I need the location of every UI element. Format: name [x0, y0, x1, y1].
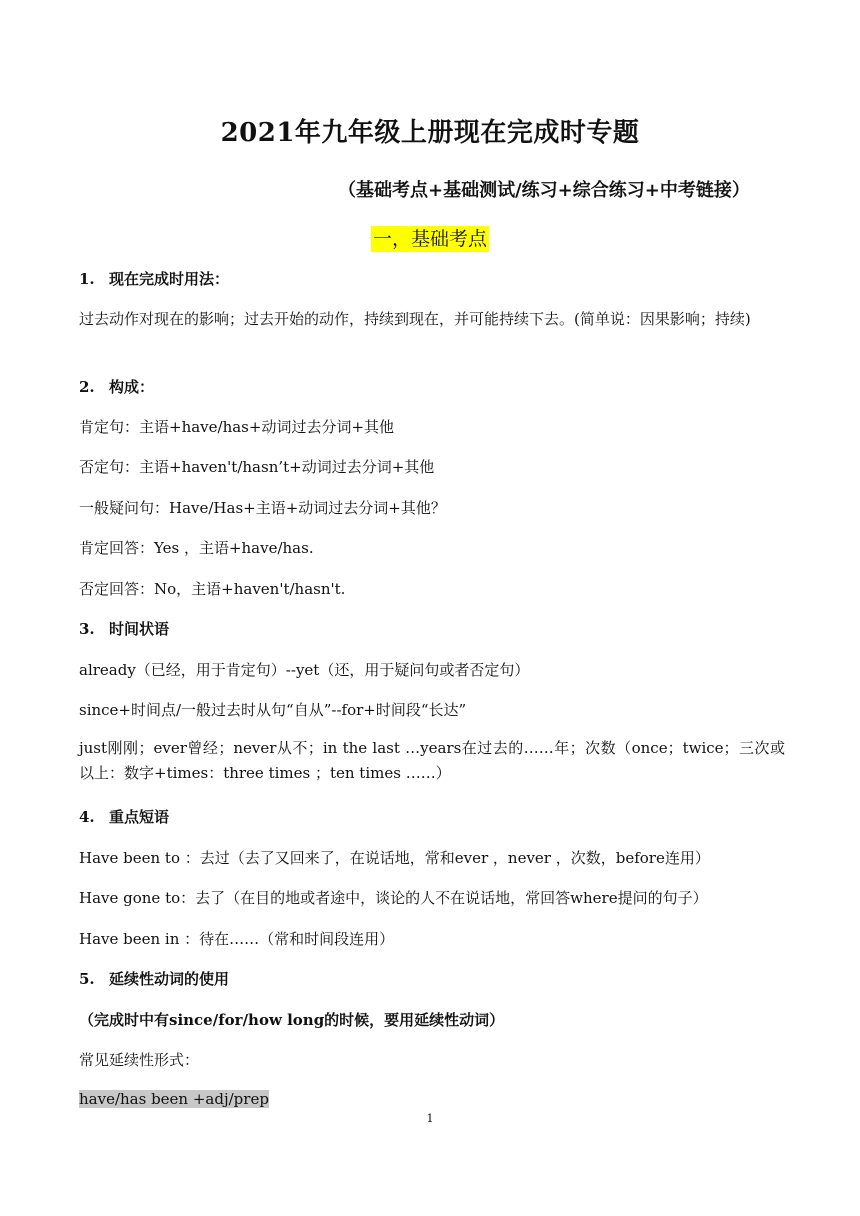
item-5-heading	[79, 968, 229, 989]
item-3-heading	[79, 618, 169, 639]
item-2-heading-text: 构成：	[109, 378, 155, 396]
item-2-number: 2.	[79, 378, 95, 396]
item-2-line-3: 一般疑问句：Have/Has+主语+动词过去分词+其他？	[79, 499, 446, 517]
item-4-number: 4.	[79, 808, 95, 826]
item-5-note: （完成时中有since/for/how long的时候，要用延续性动词）	[79, 1011, 505, 1029]
section-heading-text: 一，基础考点	[372, 228, 487, 250]
item-5-number: 5.	[79, 970, 95, 988]
item-4-line-1: Have been to ：去过（去了又回来了，在说话地，常和ever ，never ，次数，before连用）	[79, 849, 710, 867]
item-1-heading	[79, 268, 229, 289]
item-3-heading-text: 时间状语	[109, 620, 170, 638]
item-3-line-3: just刚刚；ever曾经；never从不；in the last …years在过去的……年；次数（once；twice；三次或以上：数字+times：three times ；ten times ……）	[79, 739, 785, 782]
item-2-line-2: 否定句：主语+haven't/hasn’t+动词过去分词+其他	[79, 458, 435, 476]
item-3-number: 3.	[79, 620, 95, 638]
item-1-number: 1.	[79, 270, 95, 288]
item-3-line-1: already（已经，用于肯定句）--yet（还，用于疑问句或者否定句）	[79, 661, 530, 679]
item-3-line-2: since+时间点/一般过去时从句“自从”--for+时间段“长达”	[79, 701, 467, 719]
document-subtitle: （基础考点+基础测试/练习+综合练习+中考链接）	[338, 180, 750, 201]
document-title: 2021年九年级上册现在完成时专题	[220, 118, 640, 148]
item-2-line-4: 肯定回答：Yes ，主语+have/has.	[79, 539, 314, 557]
item-2-line-5: 否定回答：No，主语+haven't/hasn't.	[79, 580, 346, 598]
item-5-line-3	[79, 1090, 269, 1108]
item-5-line-2: 常见延续性形式：	[79, 1051, 200, 1069]
item-4-line-3: Have been in ：待在……（常和时间段连用）	[79, 930, 395, 948]
item-1-line-1: 过去动作对现在的影响；过去开始的动作，持续到现在，并可能持续下去。(简单说：因果影响；持续)	[79, 310, 751, 328]
highlighted-formula: have/has been +adj/prep	[79, 1090, 269, 1108]
page-number: 1	[426, 1112, 434, 1125]
item-1-heading-text: 现在完成时用法：	[109, 270, 230, 288]
item-4-heading-text: 重点短语	[109, 808, 170, 826]
item-2-line-1: 肯定句：主语+have/has+动词过去分词+其他	[79, 418, 395, 436]
section-heading	[0, 224, 860, 251]
item-4-heading	[79, 806, 169, 827]
item-4-line-2: Have gone to：去了（在目的地或者途中，谈论的人不在说话地，常回答where提问的句子）	[79, 889, 708, 907]
item-2-heading	[79, 376, 154, 397]
item-5-heading-text: 延续性动词的使用	[109, 970, 230, 988]
